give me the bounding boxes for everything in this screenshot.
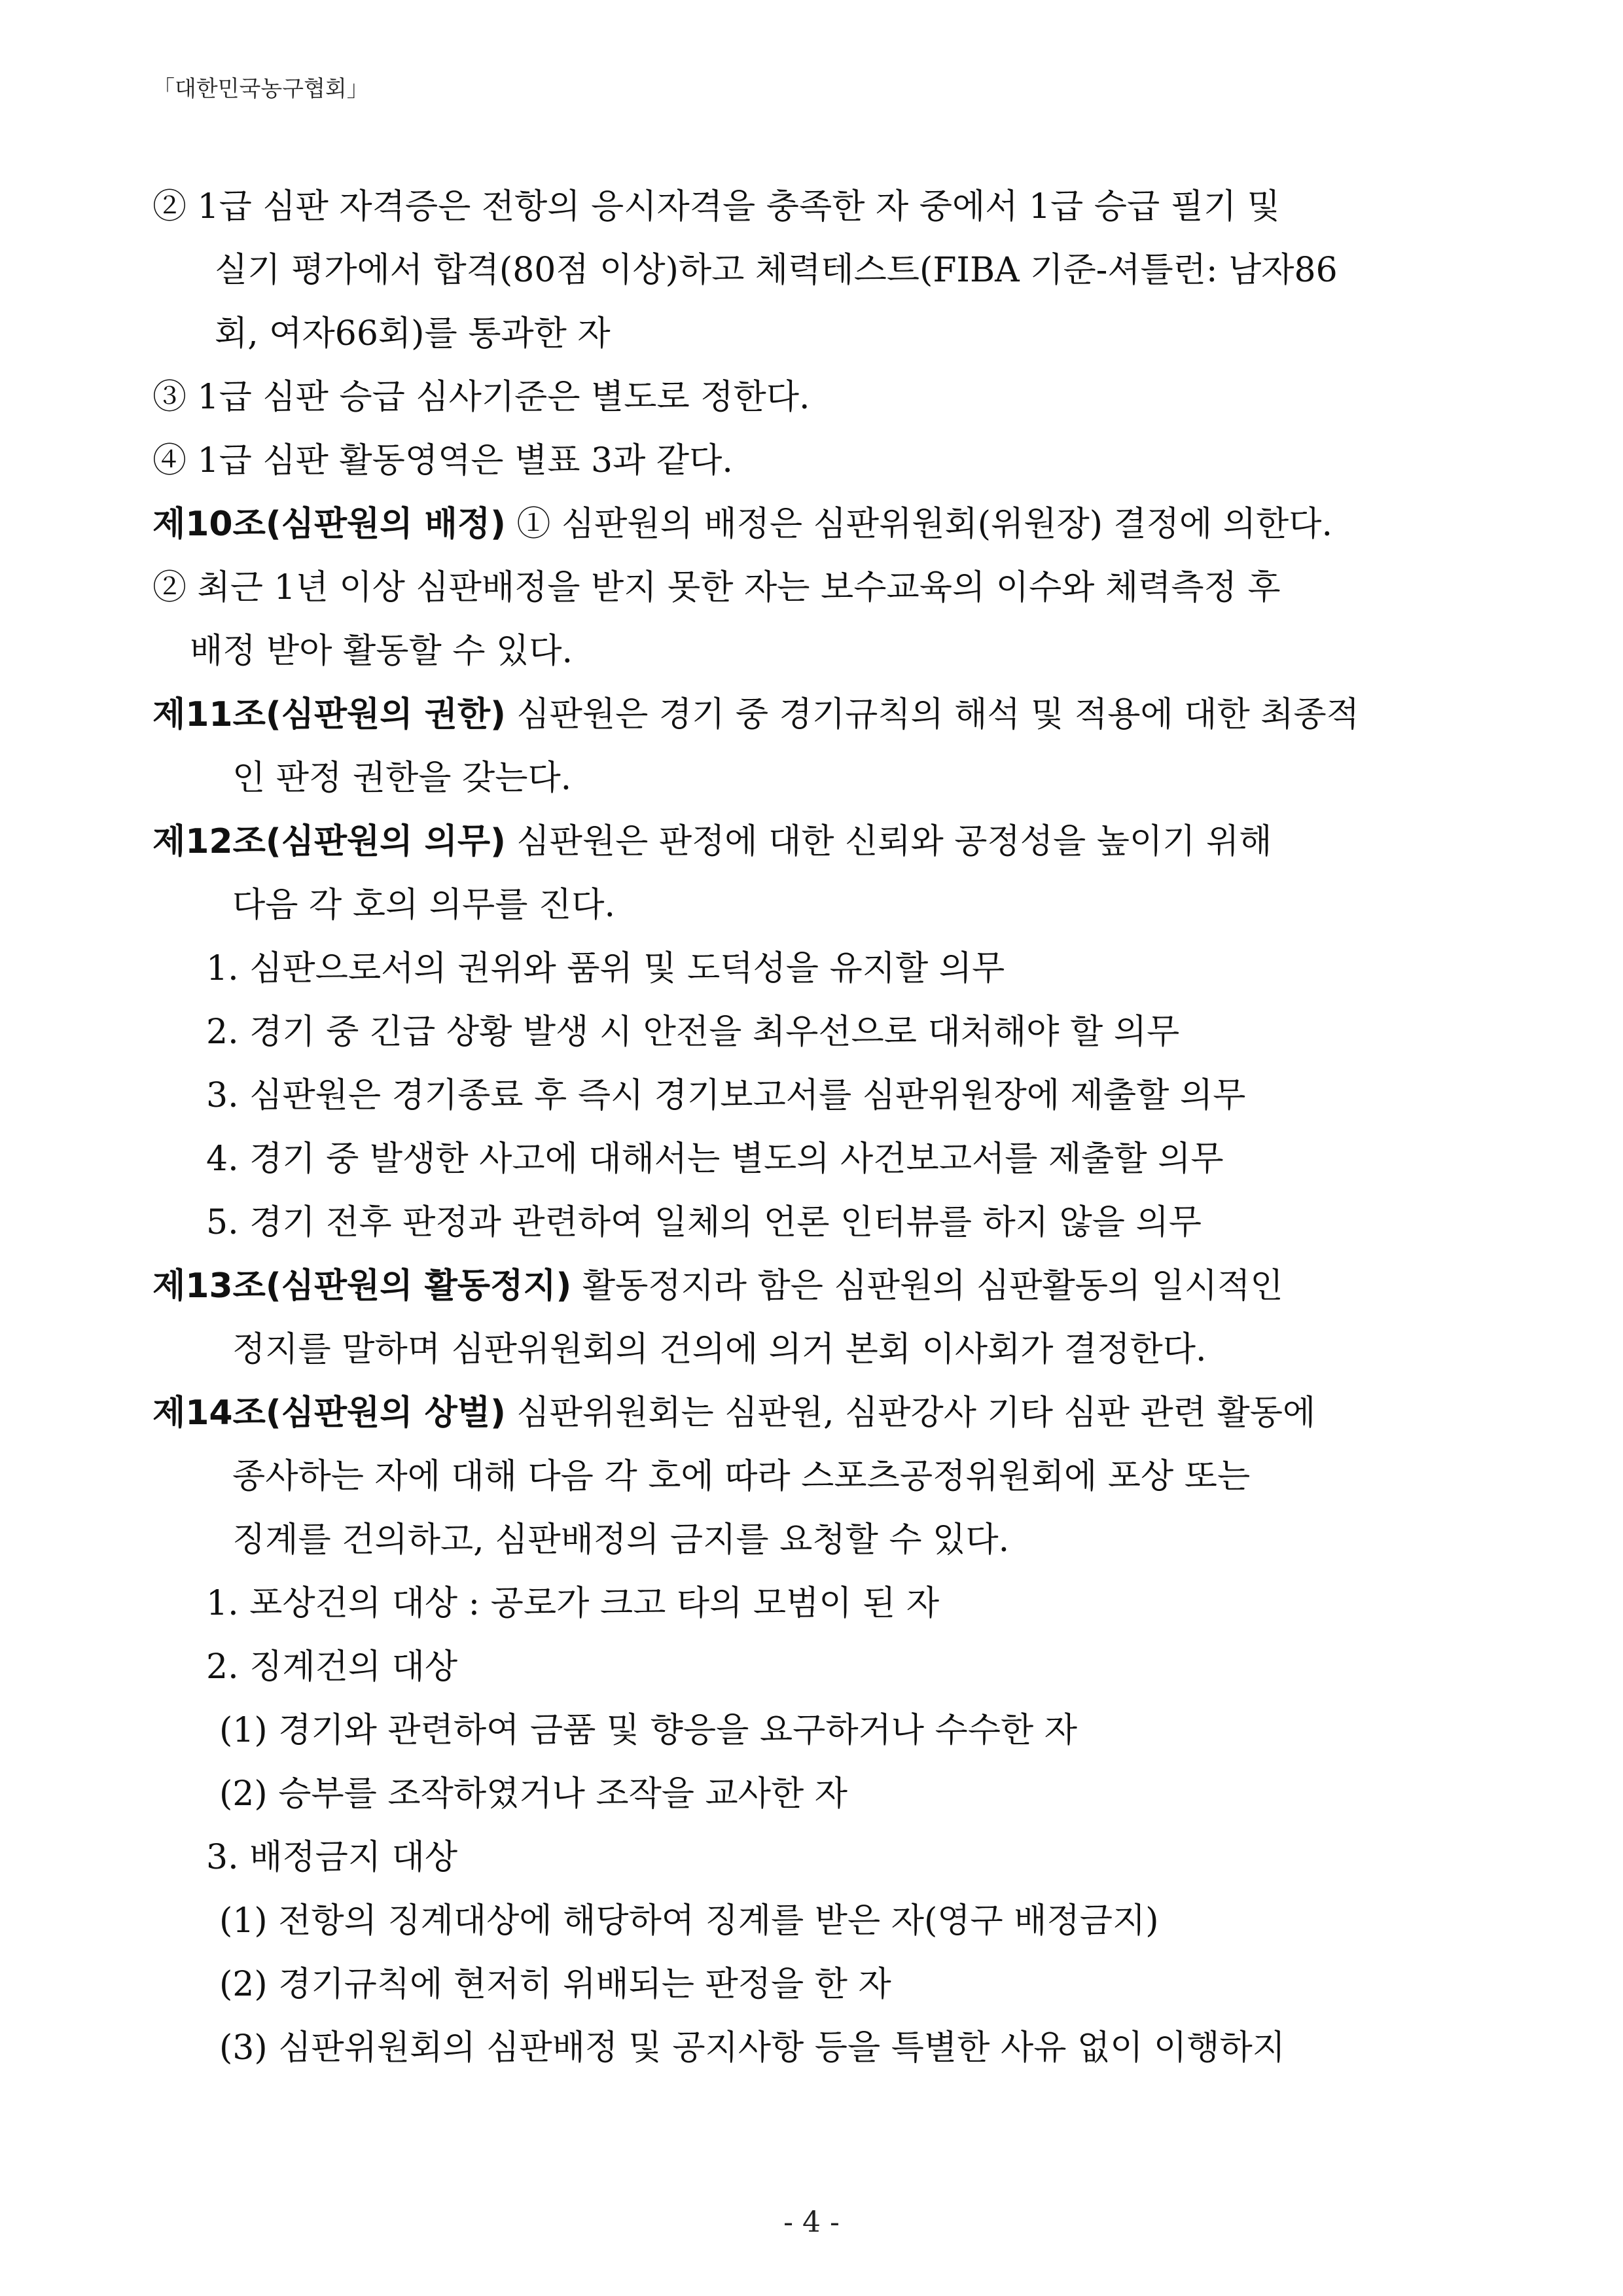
article-text: 심판원은 경기 중 경기규칙의 해석 및 적용에 대한 최종적 [505,695,1359,734]
article-text: ① 심판원의 배정은 심판위원회(위원장) 결정에 의한다. [505,505,1333,544]
article-10 [152,505,1333,544]
paragraph-line: ③ 1급 심판 승급 심사기준은 별도로 정한다. [152,378,810,417]
paragraph-line: ② 최근 1년 이상 심판배정을 받지 못한 자는 보수교육의 이수와 체력측정 후 [152,568,1281,607]
paragraph-line: 실기 평가에서 합격(80점 이상)하고 체력테스트(FIBA 기준-셔틀런: 남자86 [215,251,1338,290]
list-subitem: (1) 경기와 관련하여 금품 및 향응을 요구하거나 수수한 자 [219,1711,1077,1750]
list-subitem: (2) 승부를 조작하였거나 조작을 교사한 자 [219,1774,848,1814]
list-subitem: (1) 전항의 징계대상에 해당하여 징계를 받은 자(영구 배정금지) [219,1901,1159,1941]
paragraph-line: 회, 여자66회)를 통과한 자 [215,314,611,353]
paragraph-line: 정지를 말하며 심판위원회의 건의에 의거 본회 이사회가 결정한다. [232,1330,1207,1369]
list-item: 4. 경기 중 발생한 사고에 대해서는 별도의 사건보고서를 제출할 의무 [206,1139,1224,1179]
organization-header: 「대한민국농구협회」 [152,76,369,102]
page-number: - 4 - [783,2206,840,2239]
article-title: 제13조(심판원의 활동정지) [152,1266,572,1306]
article-title: 제14조(심판원의 상벌) [152,1393,506,1433]
article-text: 심판위원회는 심판원, 심판강사 기타 심판 관련 활동에 [505,1393,1316,1433]
list-item: 3. 배정금지 대상 [206,1838,458,1877]
paragraph-line: ④ 1급 심판 활동영역은 별표 3과 같다. [152,441,733,480]
article-title: 제12조(심판원의 의무) [152,822,506,861]
list-item: 1. 포상건의 대상 : 공로가 크고 타의 모범이 된 자 [206,1584,940,1623]
list-item: 5. 경기 전후 판정과 관련하여 일체의 언론 인터뷰를 하지 않을 의무 [206,1203,1202,1242]
article-text: 심판원은 판정에 대한 신뢰와 공정성을 높이기 위해 [505,822,1272,861]
paragraph-line: 인 판정 권한을 갖는다. [232,759,572,798]
list-subitem: (2) 경기규칙에 현저히 위배되는 판정을 한 자 [219,1965,891,2004]
list-item: 2. 징계건의 대상 [206,1647,458,1687]
paragraph-line: 종사하는 자에 대해 다음 각 호에 따라 스포츠공정위원회에 포상 또는 [232,1457,1251,1496]
article-title: 제10조(심판원의 배정) [152,505,506,544]
article-14 [152,1393,1316,1433]
article-11 [152,695,1359,734]
article-text: 활동정지라 함은 심판원의 심판활동의 일시적인 [571,1266,1283,1306]
list-subitem: (3) 심판위원회의 심판배정 및 공지사항 등을 특별한 사유 없이 이행하지 [219,2028,1285,2068]
list-item: 2. 경기 중 긴급 상황 발생 시 안전을 최우선으로 대처해야 할 의무 [206,1013,1180,1052]
paragraph-line: 징계를 건의하고, 심판배정의 금지를 요청할 수 있다. [232,1520,1010,1560]
list-item: 3. 심판원은 경기종료 후 즉시 경기보고서를 심판위원장에 제출할 의무 [206,1076,1246,1115]
article-12 [152,822,1272,861]
paragraph-line: 다음 각 호의 의무를 진다. [232,886,615,925]
article-title: 제11조(심판원의 권한) [152,695,506,734]
paragraph-line: ② 1급 심판 자격증은 전항의 응시자격을 충족한 자 중에서 1급 승급 필기 및 [152,187,1281,226]
article-13 [152,1266,1283,1306]
list-item: 1. 심판으로서의 권위와 품위 및 도덕성을 유지할 의무 [206,949,1005,988]
paragraph-line: 배정 받아 활동할 수 있다. [190,632,573,671]
